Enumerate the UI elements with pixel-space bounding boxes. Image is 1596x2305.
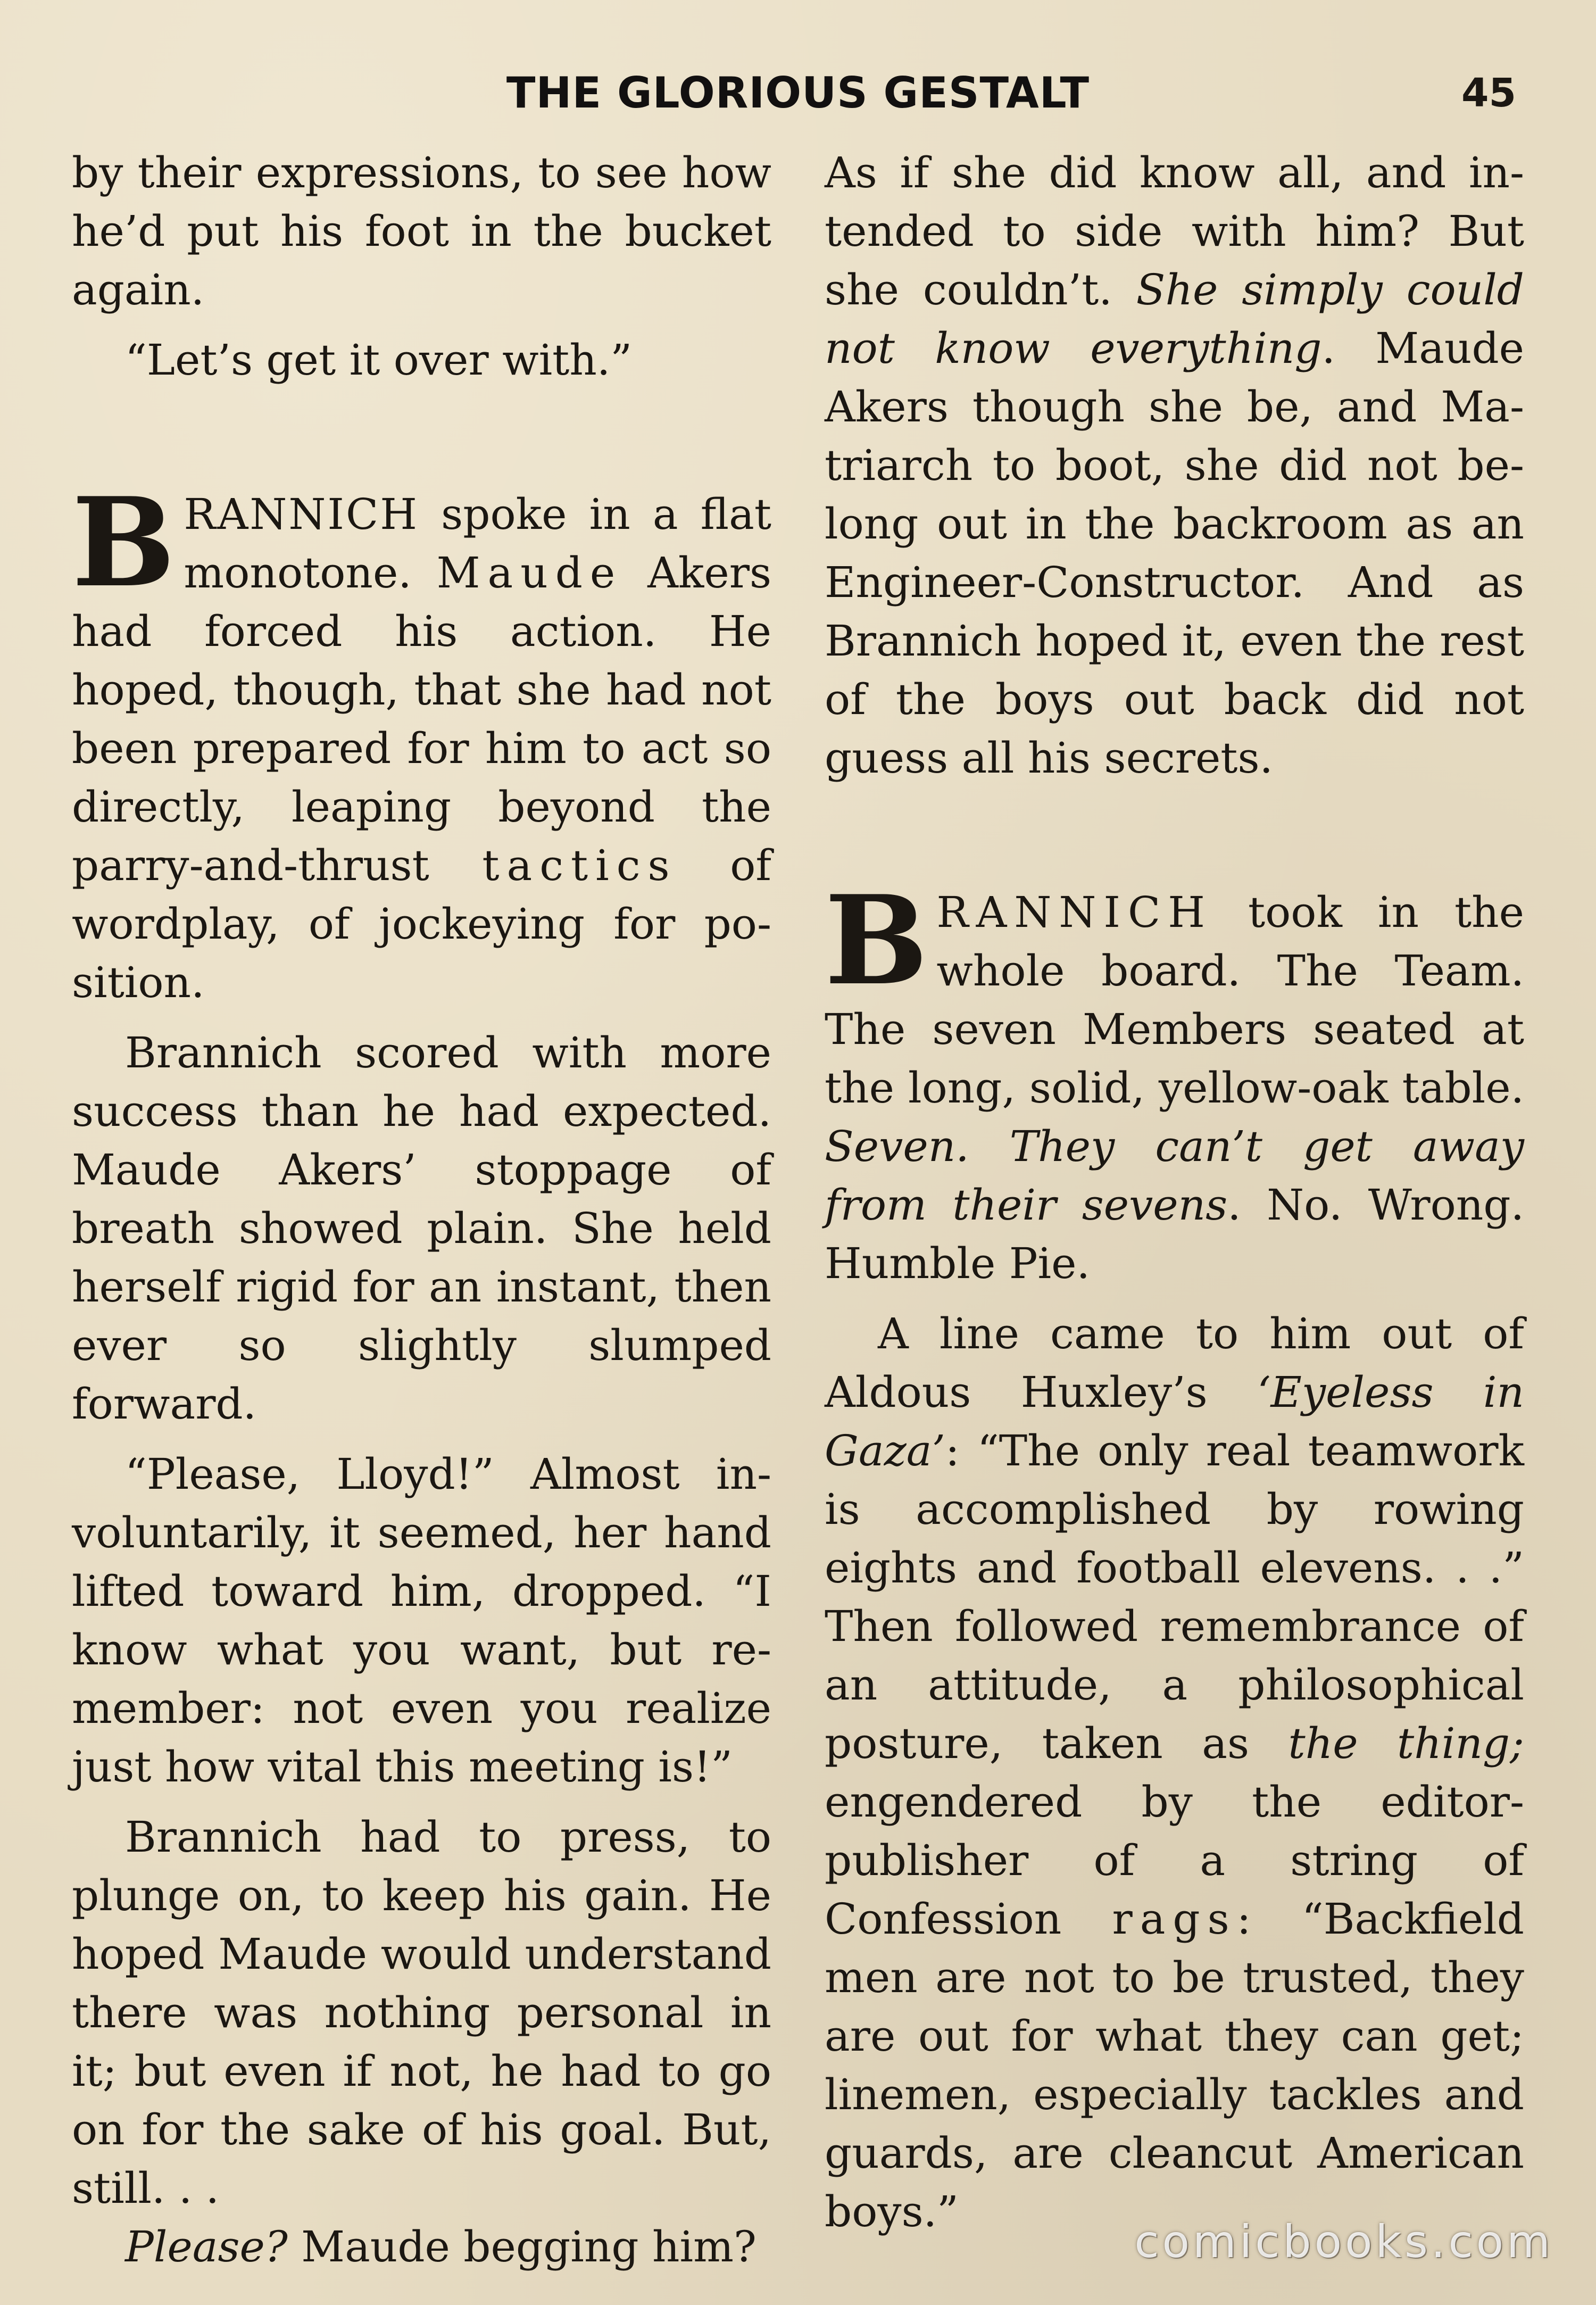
paragraph bbox=[825, 1305, 1524, 2241]
paragraph bbox=[72, 1024, 771, 1433]
drop-cap: B bbox=[72, 471, 176, 615]
paragraph bbox=[72, 1445, 771, 1796]
paragraph-text: Akers had forced his action. He hoped, though, that she had not been prepared for him to act so directly, leaping beyond the parry-and-thrust bbox=[72, 548, 771, 890]
spaced-word: tactics bbox=[482, 841, 677, 890]
paragraph-text: Maude begging him? bbox=[287, 2222, 757, 2271]
paragraph bbox=[72, 1808, 771, 2218]
paragraph-text: “Let’s get it over with.” bbox=[125, 335, 633, 385]
paragraph-text: by their expressions, to see how he’d put his foot in the bucket again. bbox=[72, 148, 771, 314]
paragraph-text: : “The only real teamwork is accomplished by rowing eights and football elevens. . .” Then followed remembrance of an attitude, a philosophical posture, taken as bbox=[825, 1426, 1524, 1768]
watermark: comicbooks.com bbox=[1134, 2216, 1553, 2268]
emphasis: Please? bbox=[125, 2222, 288, 2271]
paragraph-text: Brannich had to press, to plunge on, to keep his gain. He hoped Maude would understand there was nothing personal in it; but even if not, he had to go on for the sake of his goal. But, still. . . bbox=[72, 1812, 771, 2213]
paragraph-text: took in the whole board. The Team. The seven Members seated at the long, solid, yellow-oak table. bbox=[825, 888, 1524, 1113]
paragraph-text: . Maude Akers though she be, and Matriarch to boot, she did not belong out in the backroom as an Engineer-Constructor. And as Brannich hoped it, even the rest of the boys out back did not guess all his secrets. bbox=[825, 324, 1524, 783]
section-paragraph bbox=[825, 869, 1524, 1293]
section-paragraph bbox=[72, 471, 771, 1012]
emphasis: the thing; bbox=[1288, 1719, 1525, 1768]
paragraph-text: As if she did know all, and intended to side with him? But she couldn’t. bbox=[825, 148, 1524, 314]
paragraph-text: engendered by the editor-publisher of a string of Confession bbox=[825, 1777, 1524, 1944]
paragraph-text: Brannich scored with more success than he had expected. Maude Akers’ stoppage of breath showed plain. She held herself rigid for an instant, then ever so slightly slumped forward. bbox=[72, 1028, 771, 1429]
paragraph-text: spoke in a flat monotone. bbox=[184, 490, 771, 598]
lead-word: RANNICH bbox=[936, 888, 1212, 937]
drop-cap: B bbox=[825, 869, 928, 1013]
emphasis: Seven. They can’t get away from their sevens bbox=[825, 1122, 1524, 1230]
left-column bbox=[72, 144, 771, 2276]
paragraph-text: of wordplay, of jockeying for position. bbox=[72, 841, 771, 1007]
paragraph-text: “Please, Lloyd!” Almost involuntarily, it seemed, her hand lifted toward him, dropped. “I know what you want, but remember: not even you realize just how vital this meeting is!” bbox=[72, 1449, 771, 1792]
spaced-name: Maude bbox=[436, 548, 623, 598]
paragraph-text: . No. Wrong. Humble Pie. bbox=[825, 1180, 1524, 1288]
paragraph bbox=[825, 144, 1524, 787]
emphasis: ‘Eyeless in Gaza’ bbox=[825, 1367, 1524, 1475]
spaced-word: rags bbox=[1112, 1894, 1237, 1944]
paragraph bbox=[72, 2218, 771, 2276]
page-number: 45 bbox=[1461, 70, 1516, 116]
running-head bbox=[0, 64, 1596, 122]
paragraph-text: A line came to him out of Aldous Huxley’s bbox=[825, 1309, 1524, 1417]
lead-word: RANNICH bbox=[184, 490, 419, 539]
right-column bbox=[825, 144, 1524, 2241]
paragraph bbox=[72, 144, 771, 319]
paragraph-text: : “Backfield men are not to be trusted, they are out for what they can get; linemen, especially tackles and guards, are cleancut American boys.” bbox=[825, 1894, 1524, 2236]
paragraph bbox=[72, 331, 771, 389]
emphasis: She simply could not know everything bbox=[825, 265, 1524, 373]
page-title: THE GLORIOUS GESTALT bbox=[506, 68, 1090, 118]
